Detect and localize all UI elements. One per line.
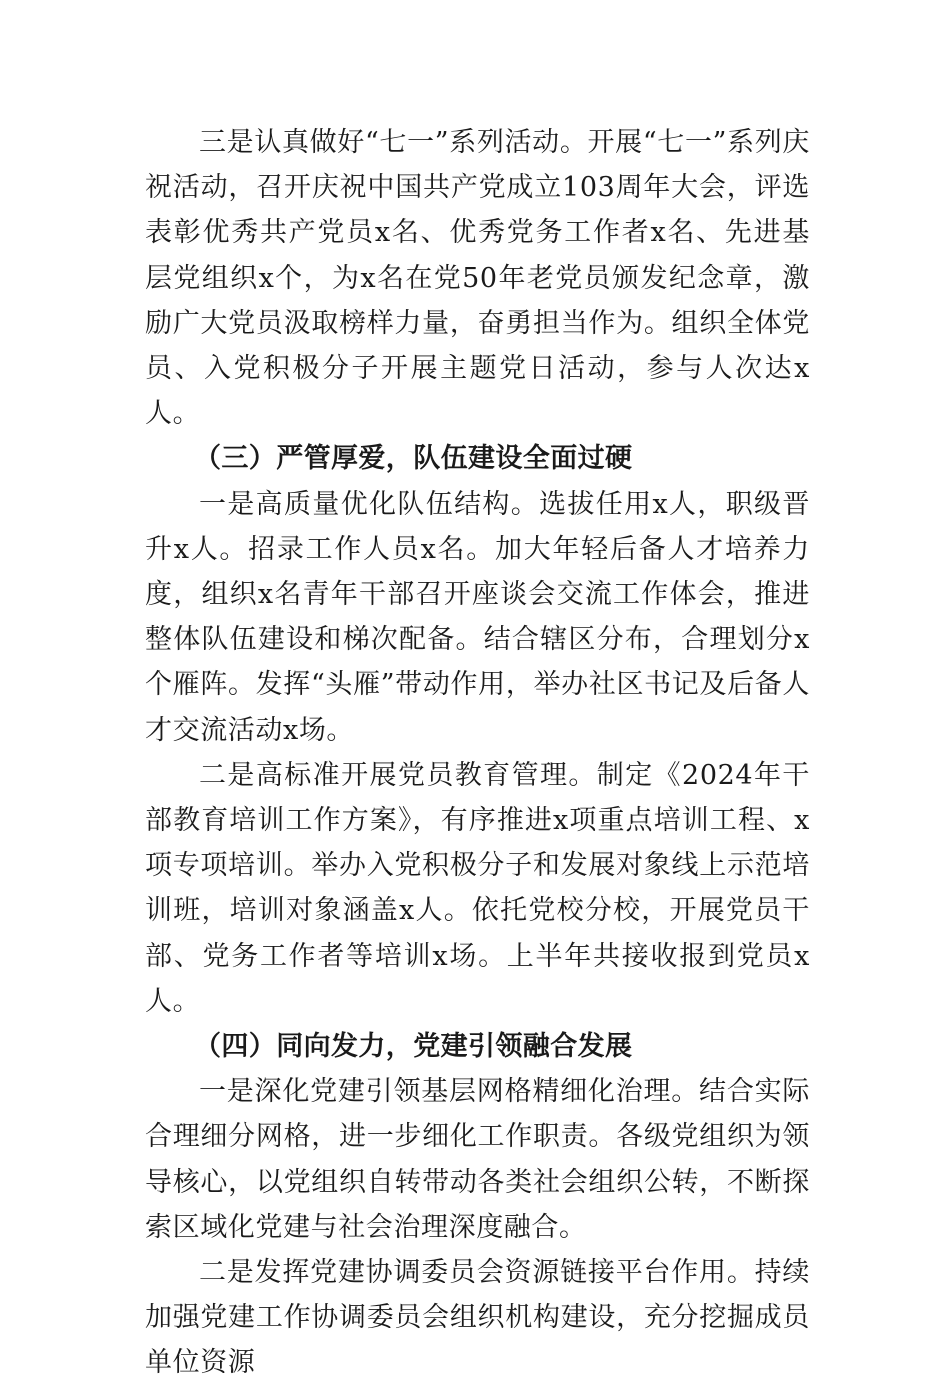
section-heading-4: （四）同向发力，党建引领融合发展 — [194, 1031, 633, 1063]
paragraph-grid-governance: 一是深化党建引领基层网格精细化治理。结合实际合理细分网格，进一步细化工作职责。各级党组织为领导核心，以党组织自转带动各类社会组织公转，不断探索区域化党建与社会治理深度融合。 — [145, 1076, 810, 1243]
paragraph-team-structure: 一是高质量优化队伍结构。选拔任用x人，职级晋升x人。招录工作人员x名。加大年轻后备人才培养力度，组织x名青年干部召开座谈会交流工作体会，推进整体队伍建设和梯次配备。结合辖区分布，合理划分x个雁阵。发挥“头雁”带动作用，举办社区书记及后备人才交流活动x场。 — [145, 488, 810, 746]
document-page — [145, 120, 810, 1386]
paragraph-coordination-committee: 二是发挥党建协调委员会资源链接平台作用。持续加强党建工作协调委员会组织机构建设，充分挖掘成员单位资源 — [145, 1257, 810, 1379]
paragraph-qiyi-activities: 三是认真做好“七一”系列活动。开展“七一”系列庆祝活动，召开庆祝中国共产党成立103周年大会，评选表彰优秀共产党员x名、优秀党务工作者x名、先进基层党组织x个，为x名在党50年老党员颁发纪念章，激励广大党员汲取榜样力量，奋勇担当作为。组织全体党员、入党积极分子开展主题党日活动，参与人次达x人。 — [145, 127, 810, 430]
section-heading-3: （三）严管厚爱，队伍建设全面过硬 — [194, 443, 633, 475]
paragraph-member-education: 二是高标准开展党员教育管理。制定《2024年干部教育培训工作方案》，有序推进x项重点培训工程、x项专项培训。举办入党积极分子和发展对象线上示范培训班，培训对象涵盖x人。依托党校分校，开展党员干部、党务工作者等培训x场。上半年共接收报到党员x人。 — [145, 759, 810, 1017]
